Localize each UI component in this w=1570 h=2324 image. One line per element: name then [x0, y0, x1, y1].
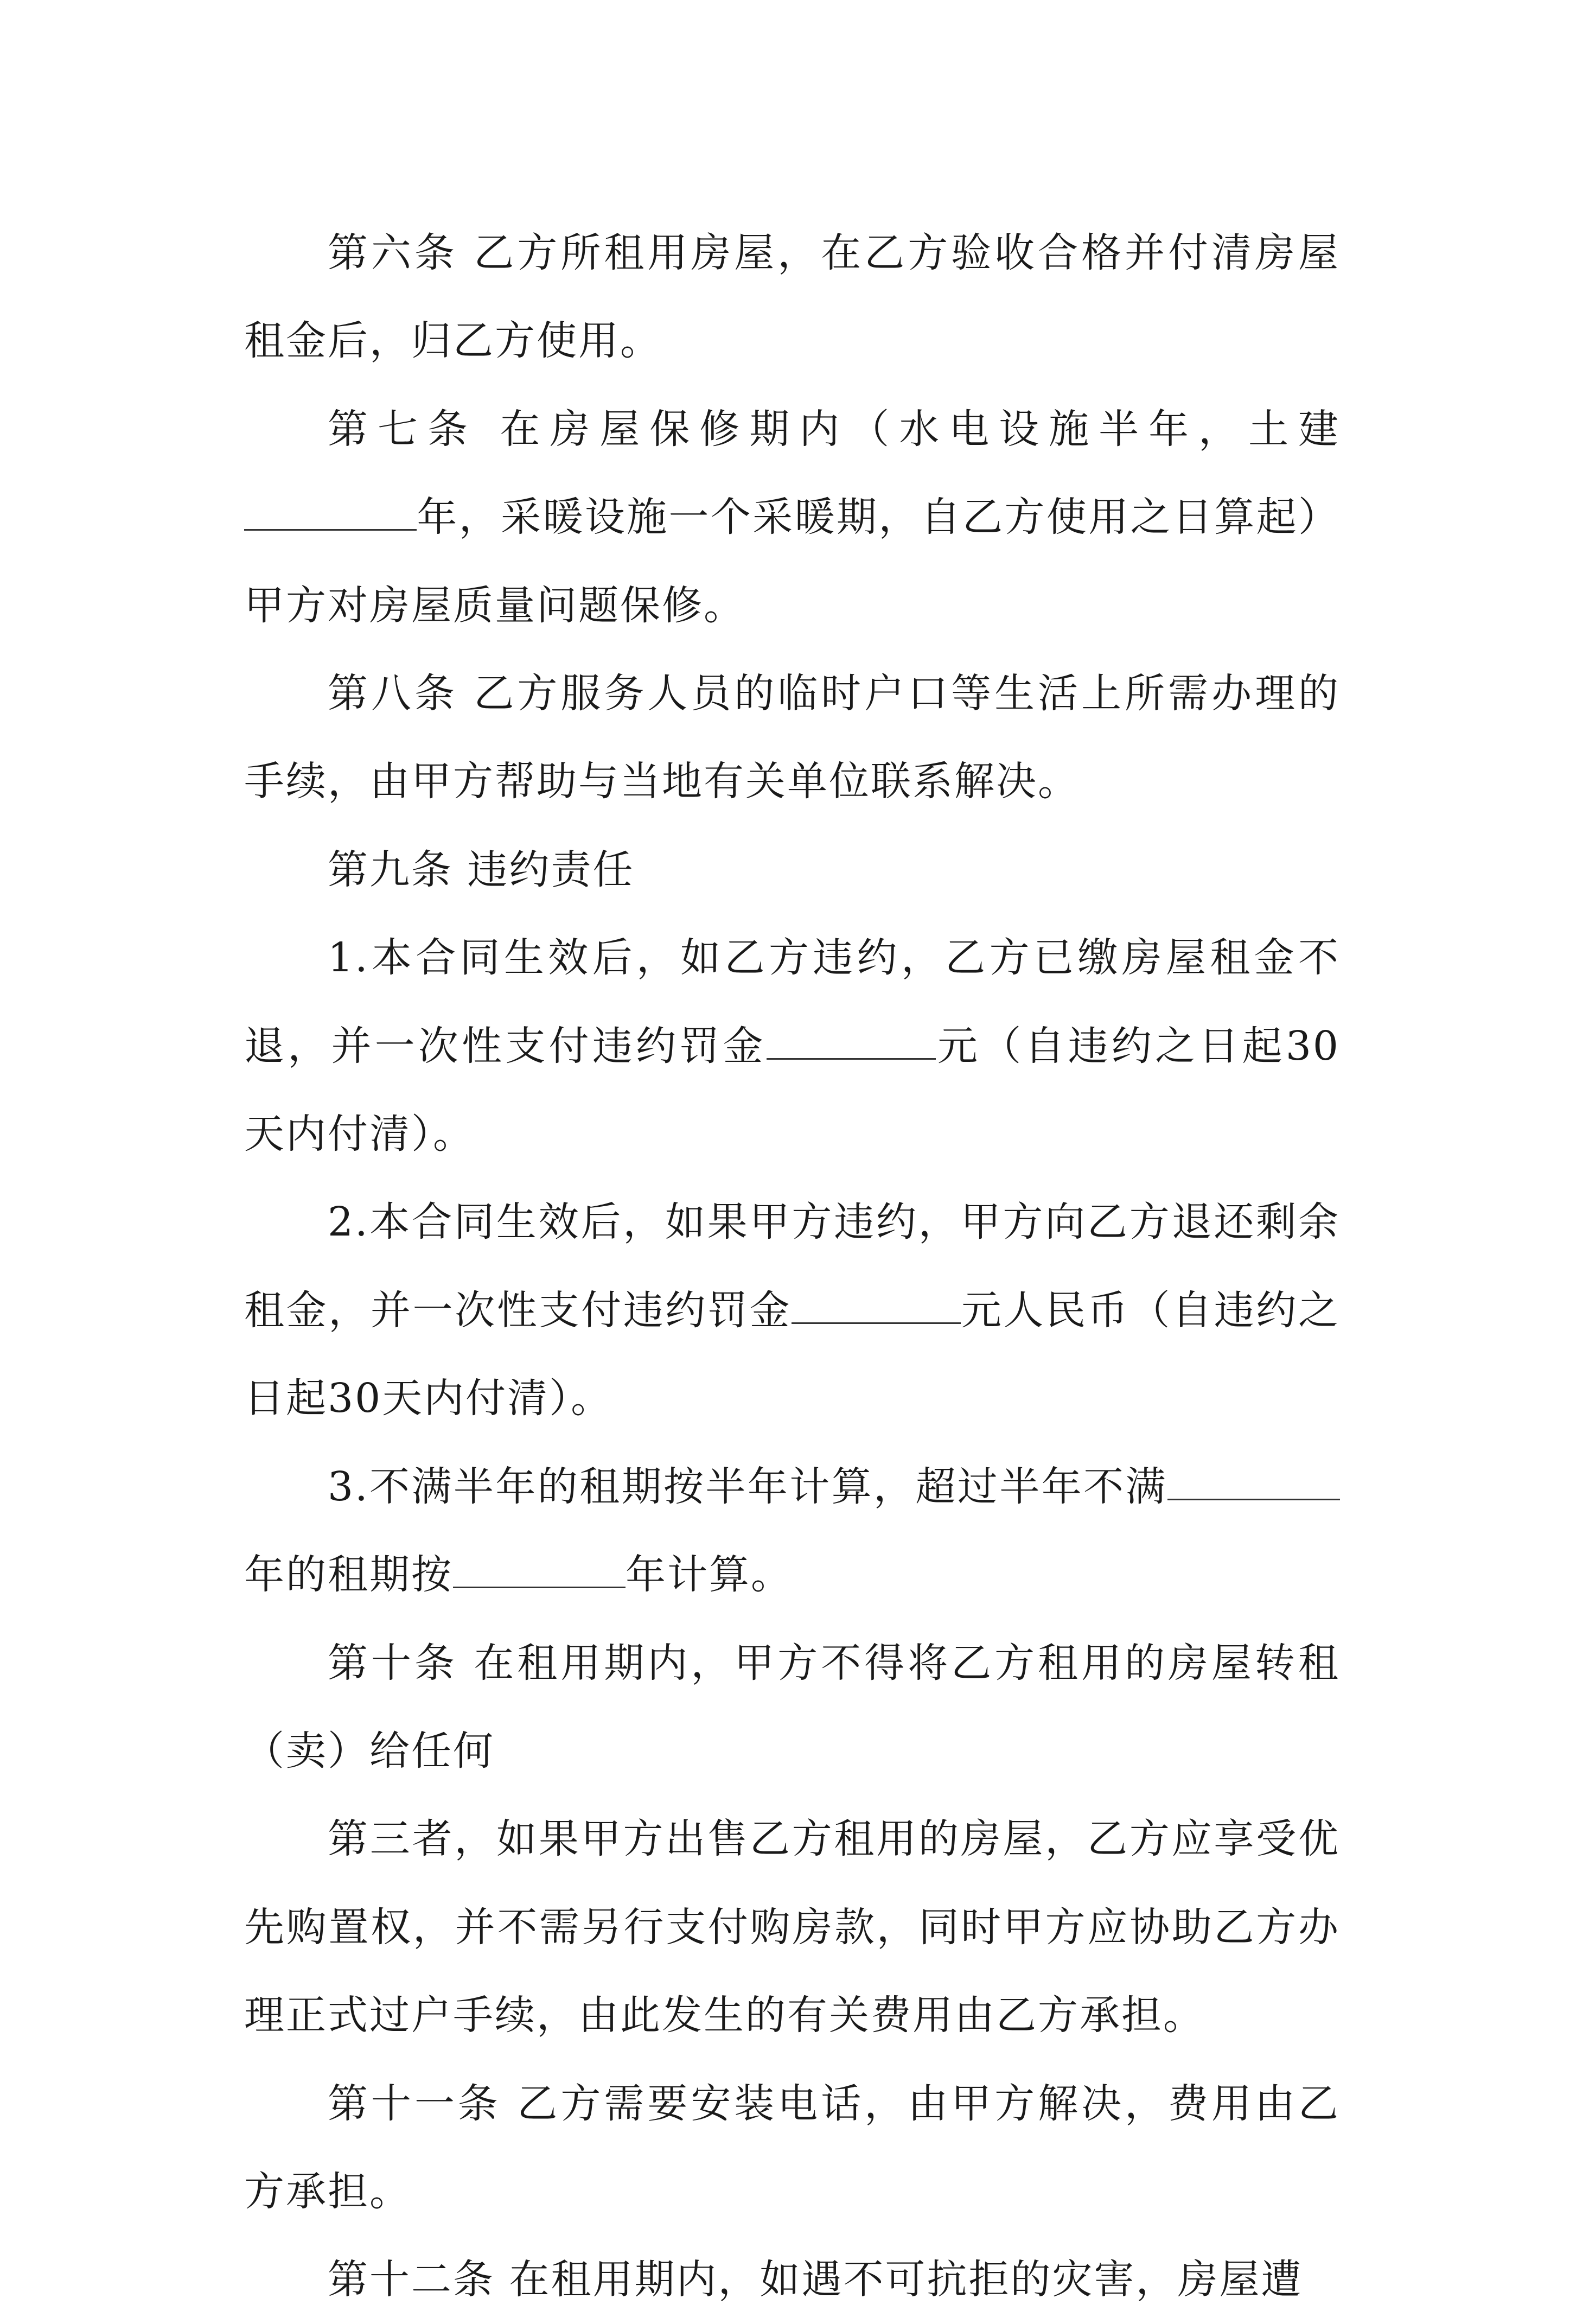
- article-9-text: 第九条 违约责任: [328, 846, 635, 893]
- article-9-heading: [244, 826, 1340, 914]
- document-body: [244, 209, 1340, 2324]
- article-7-text-b: 年，采暖设施一个采暖期，自乙方使用之日算起）甲方对房屋质量问题保修。: [244, 494, 1340, 629]
- article-10-text: 第十条 在租用期内，甲方不得将乙方租用的房屋转租（卖）给任何: [244, 1639, 1340, 1774]
- article-9-item-3: [244, 1443, 1340, 1619]
- article-9-item-2: [244, 1178, 1340, 1442]
- item-1-text-b: 元（自违约之日起30天内付清）。: [244, 1022, 1340, 1158]
- item-1-text-a: 1.本合同生效后，如乙方违约，乙方已缴房屋租金不退，并一次性支付违约罚金: [244, 934, 1340, 1069]
- article-7-text-a: 第七条 在房屋保修期内（水电设施半年，土建: [328, 405, 1340, 453]
- article-10-cont-text: 第三者，如果甲方出售乙方租用的房屋，乙方应享受优先购置权，并不需另行支付购房款，同时甲方应协助乙方办理正式过户手续，由此发生的有关费用由乙方承担。: [244, 1816, 1340, 2039]
- blank-line: [244, 496, 417, 531]
- article-8: [244, 650, 1340, 826]
- item-2-text-b: 元人民币（自违约之日起30天内付清）。: [244, 1287, 1341, 1422]
- article-10-continued: [244, 1795, 1340, 2059]
- blank-line: [453, 1554, 626, 1588]
- article-9-item-1: [244, 914, 1340, 1178]
- blank-line: [792, 1290, 961, 1324]
- article-11-text: 第十一条 乙方需要安装电话，由甲方解决，费用由乙方承担。: [244, 2080, 1340, 2215]
- blank-line: [1167, 1466, 1340, 1500]
- article-7: [244, 385, 1340, 650]
- item-3-text-b: 年的租期按: [244, 1551, 453, 1599]
- article-12: [244, 2236, 1340, 2323]
- article-8-text: 第八条 乙方服务人员的临时户口等生活上所需办理的手续，由甲方帮助与当地有关单位联系解决。: [244, 670, 1340, 805]
- article-6-text: 第六条 乙方所租用房屋，在乙方验收合格并付清房屋租金后，归乙方使用。: [244, 230, 1340, 365]
- article-10: [244, 1619, 1340, 1795]
- item-3-text-c: 年计算。: [626, 1551, 793, 1599]
- article-12-text: 第十二条 在租用期内，如遇不可抗拒的灾害，房屋遭: [328, 2256, 1303, 2303]
- article-6: [244, 209, 1340, 385]
- item-2-text-a: 2.本合同生效后，如果甲方违约，甲方向乙方退还剩余租金，并一次性支付违约罚金: [244, 1199, 1340, 1334]
- blank-line: [767, 1026, 936, 1060]
- article-11: [244, 2060, 1340, 2236]
- item-3-text-a: 3.不满半年的租期按半年计算，超过半年不满: [328, 1463, 1167, 1510]
